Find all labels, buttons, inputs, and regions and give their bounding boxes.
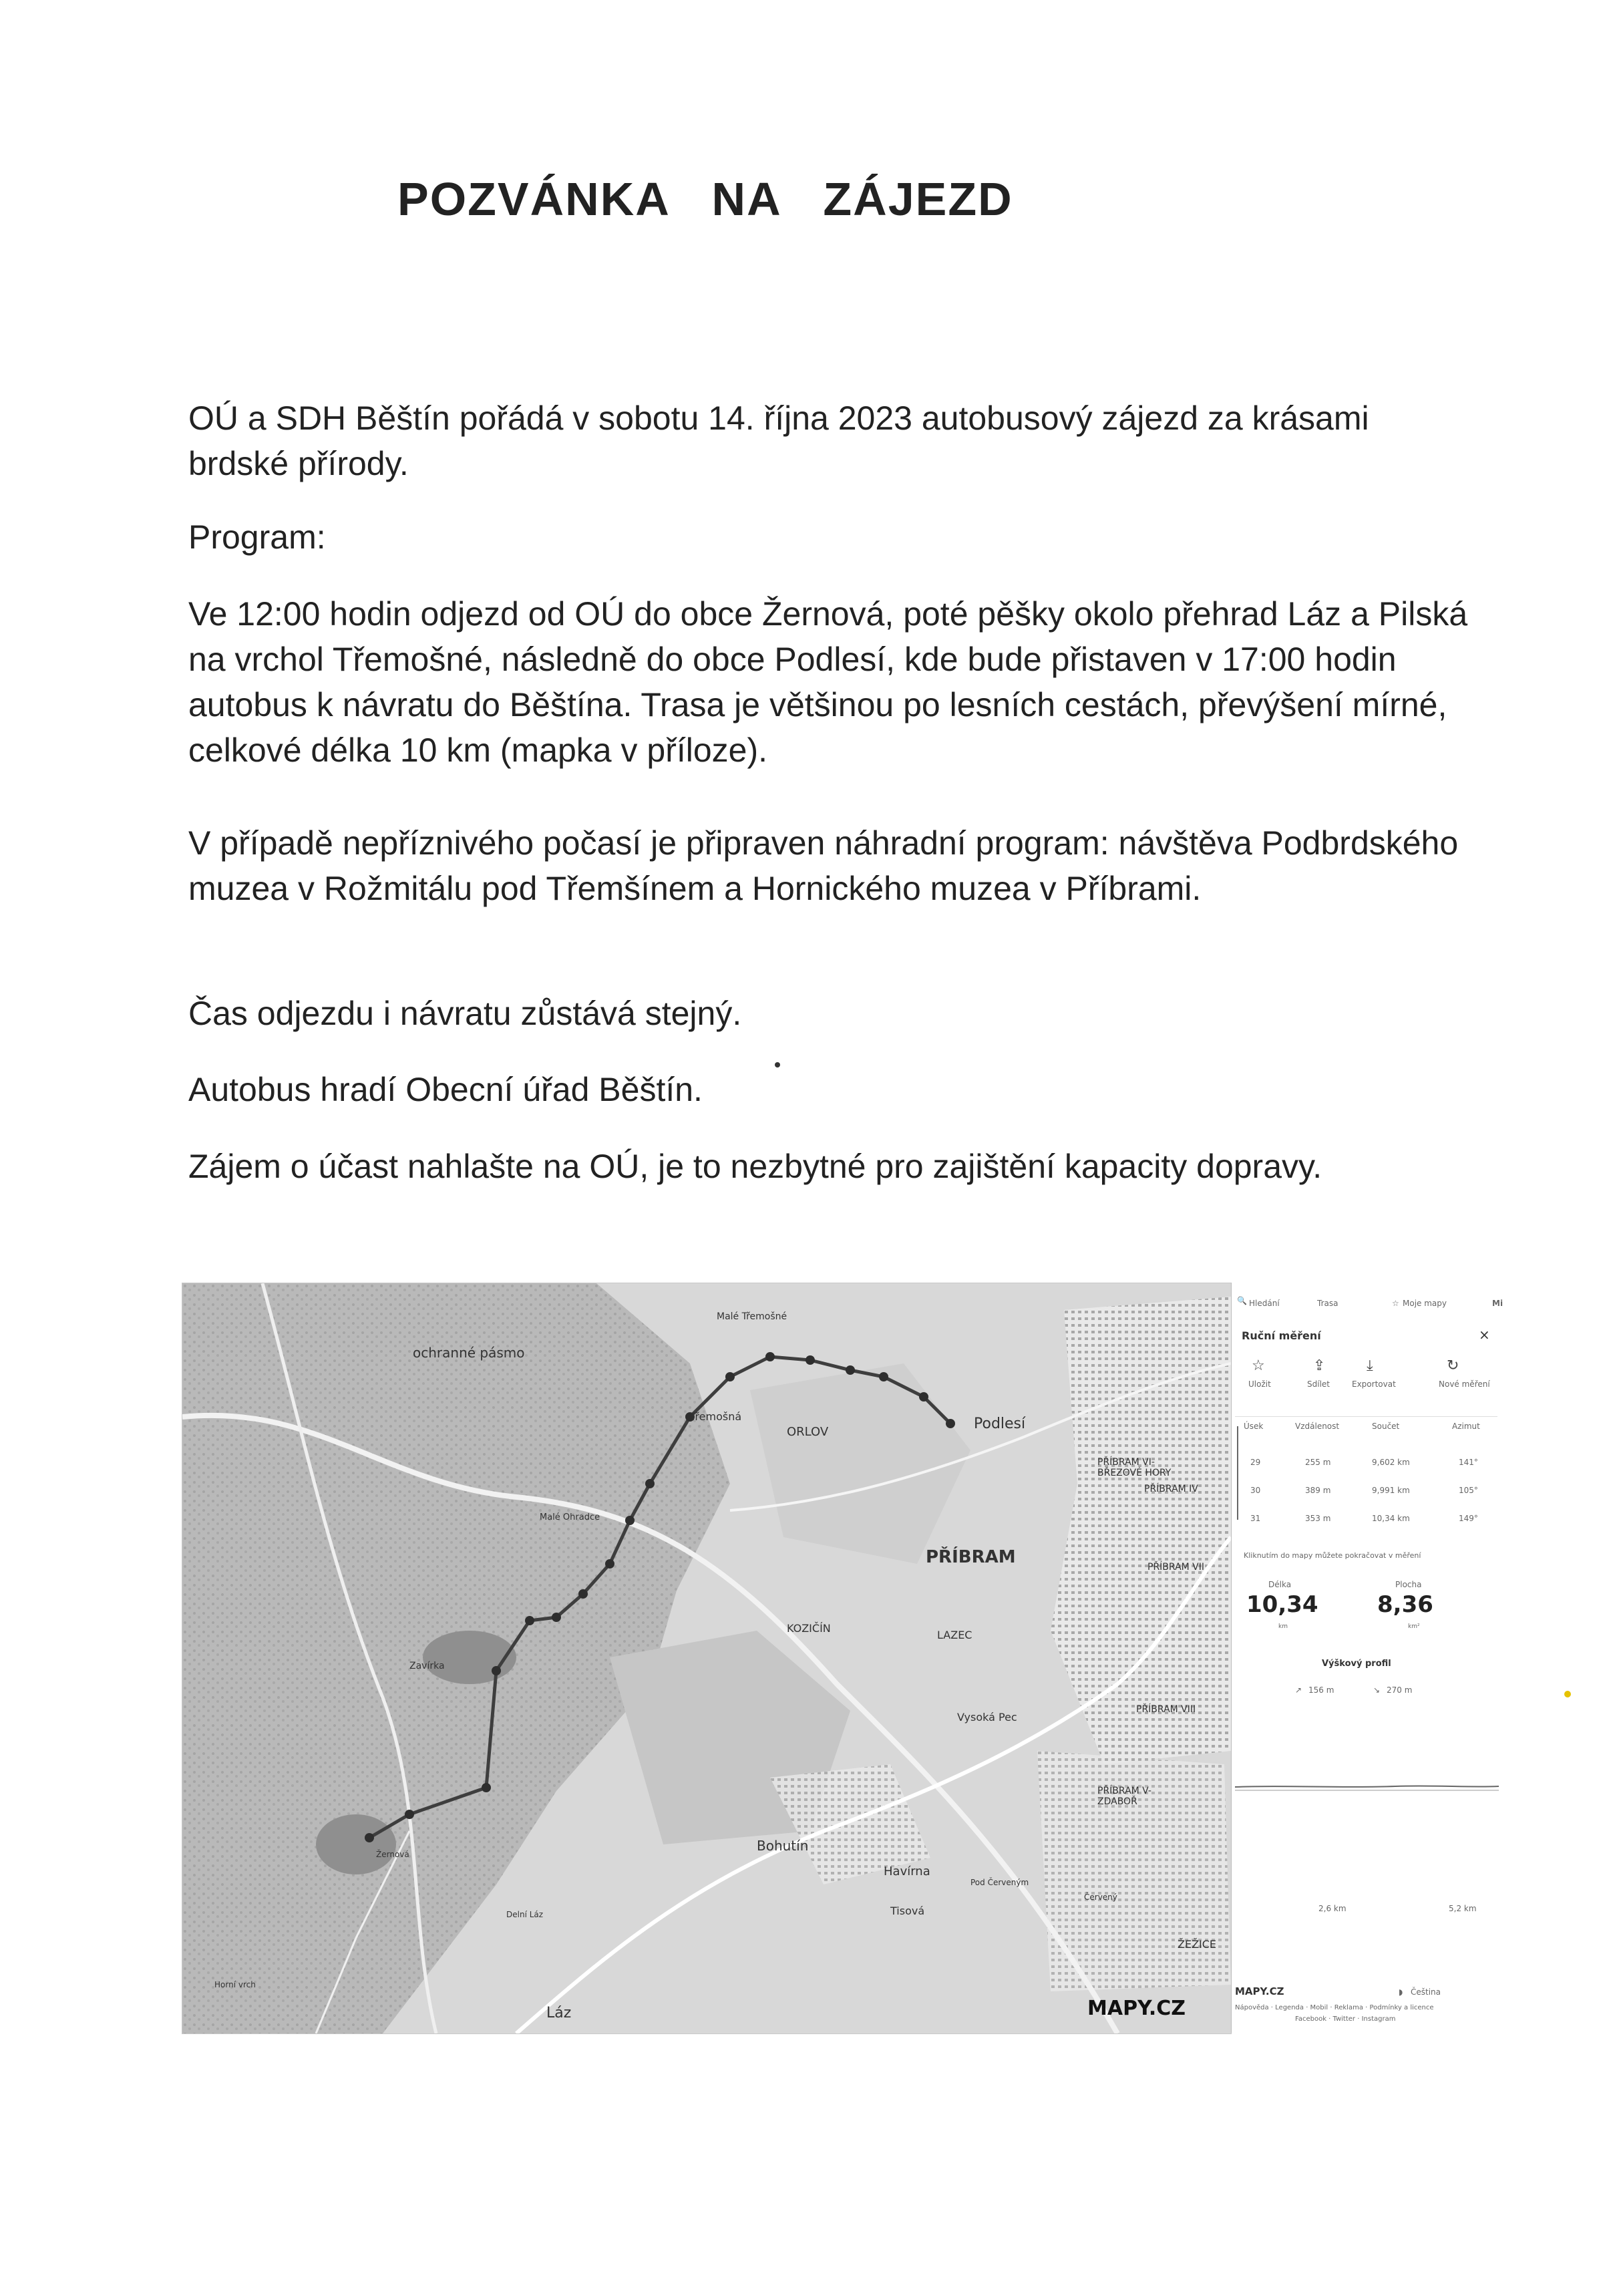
- export-action[interactable]: Exportovat: [1352, 1379, 1396, 1389]
- map-label-zezice: ŽEŽICE: [1178, 1938, 1217, 1951]
- star-icon[interactable]: ☆: [1392, 1299, 1399, 1308]
- map-label-podlesi: Podlesí: [974, 1416, 1026, 1432]
- length-unit: km: [1278, 1623, 1288, 1630]
- row-30-segment: 30: [1250, 1486, 1261, 1495]
- stray-yellow-dot: [1564, 1691, 1571, 1697]
- map-label-lazec: LAZEC: [937, 1629, 972, 1641]
- map-label-pribram: PŘÍBRAM: [926, 1547, 1016, 1567]
- my-maps-link[interactable]: Moje mapy: [1403, 1299, 1447, 1308]
- map-graphics: [182, 1283, 1231, 2033]
- map-label-zavirka: Zavírka: [409, 1661, 445, 1671]
- ascent-value: 156 m: [1308, 1685, 1334, 1695]
- new-measure-action[interactable]: Nové měření: [1439, 1379, 1490, 1389]
- col-azimuth: Azimut: [1452, 1422, 1480, 1431]
- descent-value: 270 m: [1387, 1685, 1413, 1695]
- map-label-tremosna: Třemošná: [690, 1410, 742, 1423]
- divider: [1235, 1416, 1497, 1417]
- map-label-laz: Láz: [546, 2005, 572, 2021]
- map-label-vysoka-pec: Vysoká Pec: [957, 1711, 1017, 1724]
- col-distance: Vzdálenost: [1295, 1422, 1340, 1431]
- save-icon[interactable]: ☆: [1252, 1357, 1265, 1374]
- share-action[interactable]: Sdílet: [1307, 1379, 1330, 1389]
- row-29-segment: 29: [1250, 1458, 1261, 1467]
- footer-links[interactable]: Nápověda · Legenda · Mobil · Reklama · Podmínky a licence: [1235, 2004, 1434, 2011]
- map-label-havirna: Havírna: [884, 1864, 930, 1878]
- col-segment: Úsek: [1244, 1422, 1264, 1431]
- row-30-distance: 389 m: [1305, 1486, 1331, 1495]
- area-unit: km²: [1408, 1623, 1420, 1630]
- col-sum: Součet: [1372, 1422, 1400, 1431]
- area-label: Plocha: [1395, 1580, 1422, 1589]
- measurement-panel: [1231, 1283, 1504, 2033]
- close-button[interactable]: ×: [1479, 1327, 1490, 1343]
- row-29-distance: 255 m: [1305, 1458, 1331, 1467]
- map-label-dilny-laz: Delní Láz: [506, 1910, 544, 1919]
- time-note: Čas odjezdu i návratu zůstává stejný.: [188, 995, 742, 1032]
- map-label-pribram-v: PŘÍBRAM V-ZDABOŘ: [1097, 1786, 1151, 1807]
- row-31-distance: 353 m: [1305, 1514, 1331, 1523]
- footer-social[interactable]: Facebook · Twitter · Instagram: [1295, 2015, 1396, 2023]
- profile-axis-mid: 2,6 km: [1318, 1904, 1347, 1913]
- search-icon[interactable]: 🔍: [1237, 1296, 1247, 1305]
- map-label-orlov: ORLOV: [787, 1425, 829, 1439]
- area-value: 8,36: [1377, 1591, 1433, 1618]
- language-select[interactable]: Čeština: [1411, 1987, 1441, 1997]
- stray-dot: [775, 1062, 780, 1068]
- map-label-male-ohradce: Malé Ohradce: [540, 1512, 600, 1522]
- timeline-line: [1237, 1426, 1238, 1520]
- map-label-tisova: Tisová: [890, 1905, 925, 1917]
- map-label-bohutin: Bohutín: [757, 1838, 809, 1854]
- save-action[interactable]: Uložit: [1248, 1379, 1271, 1389]
- map-label-pribram-viii: PŘÍBRAM VIII: [1136, 1704, 1196, 1715]
- search-link[interactable]: Hledání: [1249, 1299, 1280, 1308]
- row-30-azimuth: 105°: [1459, 1486, 1478, 1495]
- row-31-sum: 10,34 km: [1372, 1514, 1410, 1523]
- row-29-azimuth: 141°: [1459, 1458, 1478, 1467]
- route-paragraph: Ve 12:00 hodin odjezd od OÚ do obce Žernová, poté pěšky okolo přehrad Láz a Pilská na vrchol Třemošné, následně do obce Podlesí, kde bude přistaven v 17:00 hodin autobus k návratu do Běštína. Trasa je většinou po lesních cestách, převýšení mírné, celkové délka 10 km (mapka v příloze).: [188, 595, 1468, 769]
- row-29-sum: 9,602 km: [1372, 1458, 1410, 1467]
- user-menu[interactable]: Mi: [1492, 1299, 1503, 1308]
- length-value: 10,34: [1246, 1591, 1318, 1618]
- panel-heading: Ruční měření: [1242, 1329, 1321, 1342]
- panel-logo: MAPY.CZ: [1235, 1985, 1284, 1997]
- map-label-cerveny: Červený: [1084, 1893, 1117, 1902]
- profile-title: Výškový profil: [1322, 1659, 1391, 1669]
- alternative-paragraph: V případě nepříznivého počasí je připraven náhradní program: návštěva Podbrdského muzea v Rožmitálu pod Třemšínem a Hornického muzea v Příbrami.: [188, 824, 1459, 907]
- map-label-pribram-iv: PŘÍBRAM IV: [1144, 1484, 1198, 1494]
- map-label-pribram-vi: PŘÍBRAM VI-BŘEZOVÉ HORY: [1097, 1457, 1172, 1478]
- map-label-zernova: Žernová: [376, 1850, 409, 1859]
- elevation-profile: [1235, 1750, 1499, 1804]
- intro-paragraph: OÚ a SDH Běštín pořádá v sobotu 14. října 2023 autobusový zájezd za krásami brdské přírody.: [188, 399, 1369, 482]
- new-measure-icon[interactable]: ↻: [1447, 1357, 1459, 1374]
- map-label-kozicin: KOZIČÍN: [787, 1622, 831, 1635]
- bus-note: Autobus hradí Obecní úřad Běštín.: [188, 1071, 703, 1108]
- descent-icon: ↘: [1373, 1685, 1381, 1695]
- row-31-segment: 31: [1250, 1514, 1261, 1523]
- ascent-icon: ↗: [1295, 1685, 1302, 1695]
- page-title: POZVÁNKA NA ZÁJEZD: [397, 173, 1013, 225]
- map-label-pribram-vii: PŘÍBRAM VII: [1147, 1562, 1205, 1573]
- route-map: [182, 1283, 1232, 2034]
- row-31-azimuth: 149°: [1459, 1514, 1478, 1523]
- program-label: Program:: [188, 518, 326, 556]
- map-label-horni-vrch: Horní vrch: [214, 1980, 256, 1989]
- language-icon[interactable]: ◗: [1399, 1987, 1403, 1997]
- length-label: Délka: [1268, 1580, 1292, 1589]
- export-icon[interactable]: ⤓: [1367, 1357, 1373, 1374]
- profile-axis-end: 5,2 km: [1449, 1904, 1477, 1913]
- map-label-ochranne: ochranné pásmo: [413, 1345, 525, 1361]
- measure-hint: Kliknutím do mapy můžete pokračovat v měření: [1244, 1551, 1421, 1560]
- mapy-logo: MAPY.CZ: [1087, 1997, 1186, 2020]
- map-label-pod-cervenym: Pod Červeným: [970, 1878, 1029, 1887]
- signup-note: Zájem o účast nahlašte na OÚ, je to nezbytné pro zajištění kapacity dopravy.: [188, 1148, 1322, 1185]
- share-icon[interactable]: ⇪: [1313, 1357, 1326, 1374]
- row-30-sum: 9,991 km: [1372, 1486, 1410, 1495]
- route-link[interactable]: Trasa: [1317, 1299, 1338, 1308]
- map-label-male-tremosne: Malé Třemošné: [717, 1311, 787, 1322]
